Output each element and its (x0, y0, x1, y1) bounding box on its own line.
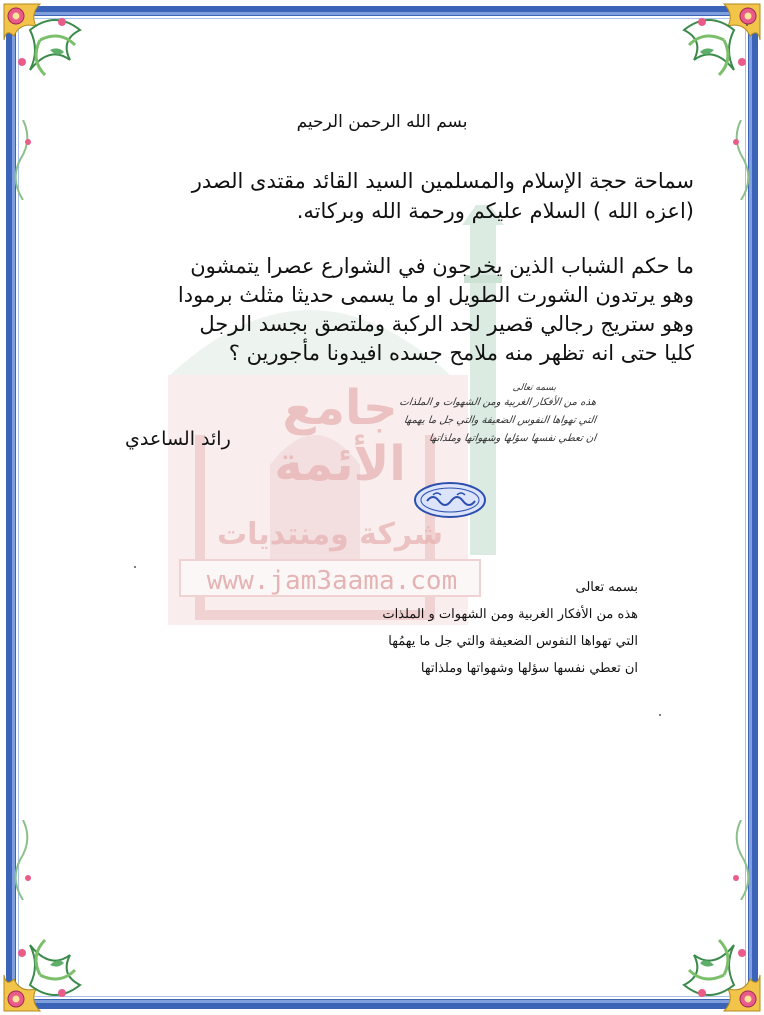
vine-ornament-icon (726, 120, 756, 200)
watermark-url: www.jam3aama.com (206, 566, 458, 596)
watermark-subtitle: شركة ومنتديات (217, 517, 443, 552)
vine-ornament-icon (726, 820, 756, 900)
scan-speck (134, 566, 136, 568)
question-line: ما حكم الشباب الذين يخرجون في الشوارع عصرا يتمشون (190, 254, 694, 278)
address-line: سماحة حجة الإسلام والمسلمين السيد القائد مقتدى الصدر (191, 169, 694, 193)
watermark-title: جامع الأئمة (274, 380, 406, 492)
reply-line: التي تهواها النفوس الضعيفة والتي جل ما يهمُها (388, 634, 638, 649)
reply-line: ان تعطي نفسها سؤلها وشهواتها وملذاتها (420, 661, 638, 676)
handwritten-line: هذه من الأفكار الغربية ومن الشهوات و الملذات (398, 397, 597, 408)
handwritten-line: ان تعطي نفسها سؤلها وشهواتها وملذاتها (428, 433, 597, 444)
reply-line: هذه من الأفكار الغربية ومن الشهوات و الملذات (382, 607, 638, 622)
handwritten-line: التي تهواها النفوس الضعيفة والتي جل ما يهمها (403, 415, 597, 426)
letter-question (74, 252, 694, 368)
signer-name: رائد الساعدي (125, 428, 231, 450)
ornament-corner-icon (0, 923, 92, 1015)
seal-stamp-icon (413, 481, 487, 519)
scan-speck (746, 24, 748, 26)
scan-speck (659, 714, 661, 716)
reply-line: بسمه تعالى (575, 580, 638, 595)
vine-ornament-icon (8, 820, 38, 900)
ornament-corner-icon (0, 0, 92, 92)
handwritten-line: بسمه تعالى (512, 383, 557, 393)
typed-reply (318, 574, 638, 682)
ornament-corner-icon (672, 0, 764, 92)
ornament-corner-icon (672, 923, 764, 1015)
question-line: وهو يرتدون الشورت الطويل او ما يسمى حديثا مثلث برمودا (177, 283, 694, 307)
vine-ornament-icon (8, 120, 38, 200)
question-line: وهو ستريج رجالي قصير لحد الركبة وملتصق بجسد الرجل (199, 312, 694, 336)
basmala-heading: بسم الله الرحمن الرحيم (296, 112, 468, 132)
address-line: (اعزه الله ) السلام عليكم ورحمة الله وبركاته. (296, 199, 694, 223)
letter-address (94, 166, 694, 226)
question-line: كليا حتى انه تظهر منه ملامح جسده افيدونا مأجورين ؟ (228, 341, 694, 365)
handwritten-reply (376, 382, 596, 462)
